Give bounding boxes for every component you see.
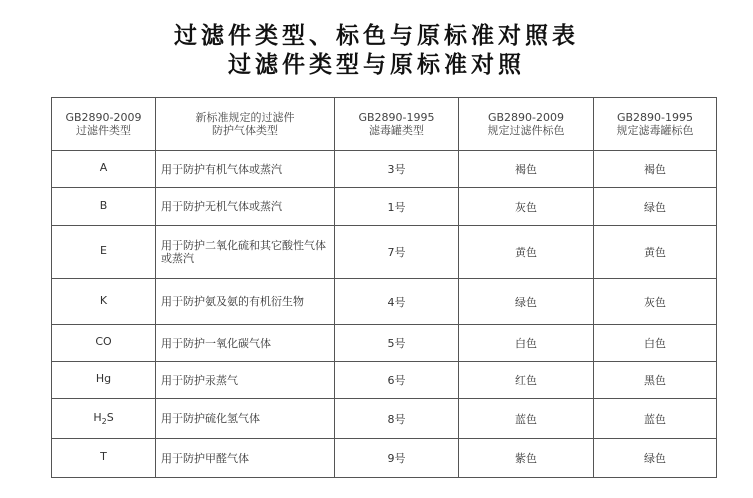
cell-gas: 用于防护甲醛气体 <box>156 439 335 478</box>
cell-old-color: 蓝色 <box>594 399 717 439</box>
table-row <box>52 399 717 439</box>
cell-old-color: 白色 <box>594 325 717 362</box>
cell-old-color: 灰色 <box>594 279 717 325</box>
cell-type: Hg <box>52 362 156 399</box>
cell-new-color: 褐色 <box>459 151 594 188</box>
cell-new-color: 红色 <box>459 362 594 399</box>
cell-gas: 用于防护汞蒸气 <box>156 362 335 399</box>
cell-new-color: 灰色 <box>459 188 594 226</box>
cell-new-color: 白色 <box>459 325 594 362</box>
table-row <box>52 279 717 325</box>
cell-old-type: 7号 <box>335 226 459 279</box>
cell-old-type: 4号 <box>335 279 459 325</box>
cell-gas: 用于防护硫化氢气体 <box>156 399 335 439</box>
table-row <box>52 226 717 279</box>
cell-old-type: 1号 <box>335 188 459 226</box>
cell-type: B <box>52 188 156 226</box>
header-new-color: GB2890-2009 规定过滤件标色 <box>459 98 594 151</box>
cell-type: $H_2S$ <box>52 399 156 439</box>
cell-gas: 用于防护有机气体或蒸汽 <box>156 151 335 188</box>
cell-gas: 用于防护二氧化硫和其它酸性气体或蒸汽 <box>156 226 335 279</box>
cell-old-color: 绿色 <box>594 439 717 478</box>
cell-old-color: 绿色 <box>594 188 717 226</box>
cell-old-type: 8号 <box>335 399 459 439</box>
header-old-type: GB2890-1995 滤毒罐类型 <box>335 98 459 151</box>
title-line-2: 过滤件类型与原标准对照 <box>228 52 525 78</box>
cell-new-color: 紫色 <box>459 439 594 478</box>
table-row <box>52 439 717 478</box>
cell-type: CO <box>52 325 156 362</box>
table-row <box>52 188 717 226</box>
cell-old-type: 6号 <box>335 362 459 399</box>
table-header-row <box>52 98 717 151</box>
header-gas-type: 新标准规定的过滤件 防护气体类型 <box>156 98 335 151</box>
cell-gas: 用于防护一氧化碳气体 <box>156 325 335 362</box>
comparison-table <box>51 97 717 478</box>
cell-old-color: 褐色 <box>594 151 717 188</box>
page-title <box>0 22 753 80</box>
cell-type: T <box>52 439 156 478</box>
table-row <box>52 362 717 399</box>
title-line-1: 过滤件类型、标色与原标准对照表 <box>174 23 579 49</box>
cell-new-color: 绿色 <box>459 279 594 325</box>
table-row <box>52 325 717 362</box>
cell-old-type: 5号 <box>335 325 459 362</box>
cell-old-color: 黑色 <box>594 362 717 399</box>
cell-type: K <box>52 279 156 325</box>
cell-new-color: 黄色 <box>459 226 594 279</box>
cell-type: E <box>52 226 156 279</box>
cell-new-color: 蓝色 <box>459 399 594 439</box>
header-new-type: GB2890-2009 过滤件类型 <box>52 98 156 151</box>
header-old-color: GB2890-1995 规定滤毒罐标色 <box>594 98 717 151</box>
cell-old-type: 3号 <box>335 151 459 188</box>
cell-gas: 用于防护氨及氨的有机衍生物 <box>156 279 335 325</box>
table-row <box>52 151 717 188</box>
cell-gas: 用于防护无机气体或蒸汽 <box>156 188 335 226</box>
cell-old-color: 黄色 <box>594 226 717 279</box>
cell-type: A <box>52 151 156 188</box>
cell-old-type: 9号 <box>335 439 459 478</box>
